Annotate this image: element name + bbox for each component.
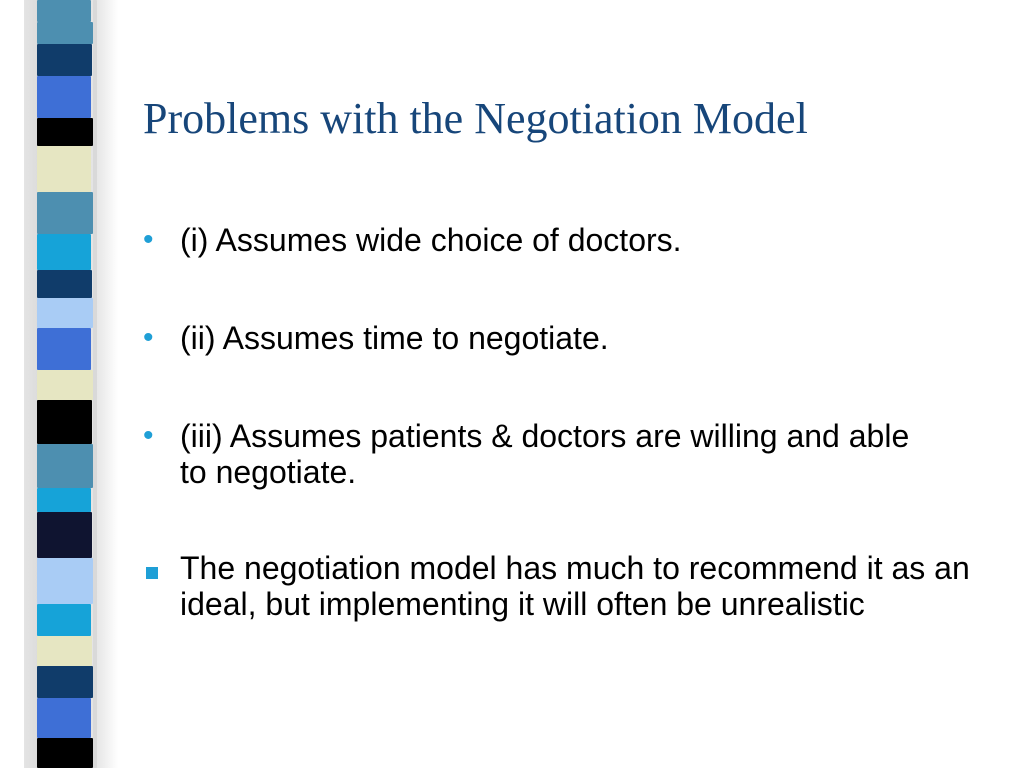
strip-block	[37, 666, 93, 698]
strip-block	[37, 118, 93, 146]
bullet-item	[143, 418, 940, 490]
strip-block	[37, 298, 93, 328]
bullet-item	[143, 550, 1000, 622]
strip-block	[37, 488, 91, 512]
bullet-text: (ii) Assumes time to negotiate.	[180, 320, 609, 356]
strip-block	[37, 270, 92, 298]
strip-block	[37, 76, 91, 118]
strip-block	[37, 44, 92, 76]
strip-block	[37, 328, 91, 370]
bullet-item	[143, 222, 1000, 258]
bullet-text: (iii) Assumes patients & doctors are willing and able to negotiate.	[180, 418, 910, 490]
bullet-square-icon	[143, 550, 180, 586]
bullet-dot-icon: •	[143, 223, 154, 256]
strip-block	[37, 558, 93, 604]
strip-block	[37, 444, 93, 488]
strip-block	[37, 512, 92, 558]
bullet-dot-icon: •	[143, 321, 154, 354]
strip-block	[37, 0, 91, 22]
strip-block	[37, 192, 93, 234]
strip-block	[37, 604, 91, 636]
decorative-strip	[0, 0, 118, 768]
bullet-text: The negotiation model has much to recommend it as an ideal, but implementing it will often be unrealistic	[180, 550, 970, 622]
bullet-text: (i) Assumes wide choice of doctors.	[180, 222, 682, 258]
strip-block	[37, 146, 91, 192]
strip-block	[37, 400, 92, 444]
strip-block	[93, 0, 97, 768]
strip-block	[37, 738, 93, 768]
bullet-dot-icon: •	[143, 419, 154, 452]
slide-title: Problems with the Negotiation Model	[143, 94, 808, 143]
strip-block	[37, 636, 92, 666]
strip-block	[37, 234, 91, 270]
strip-block	[37, 22, 93, 44]
bullet-item	[143, 320, 1000, 356]
strip-block	[37, 370, 93, 400]
strip-block	[37, 698, 91, 738]
